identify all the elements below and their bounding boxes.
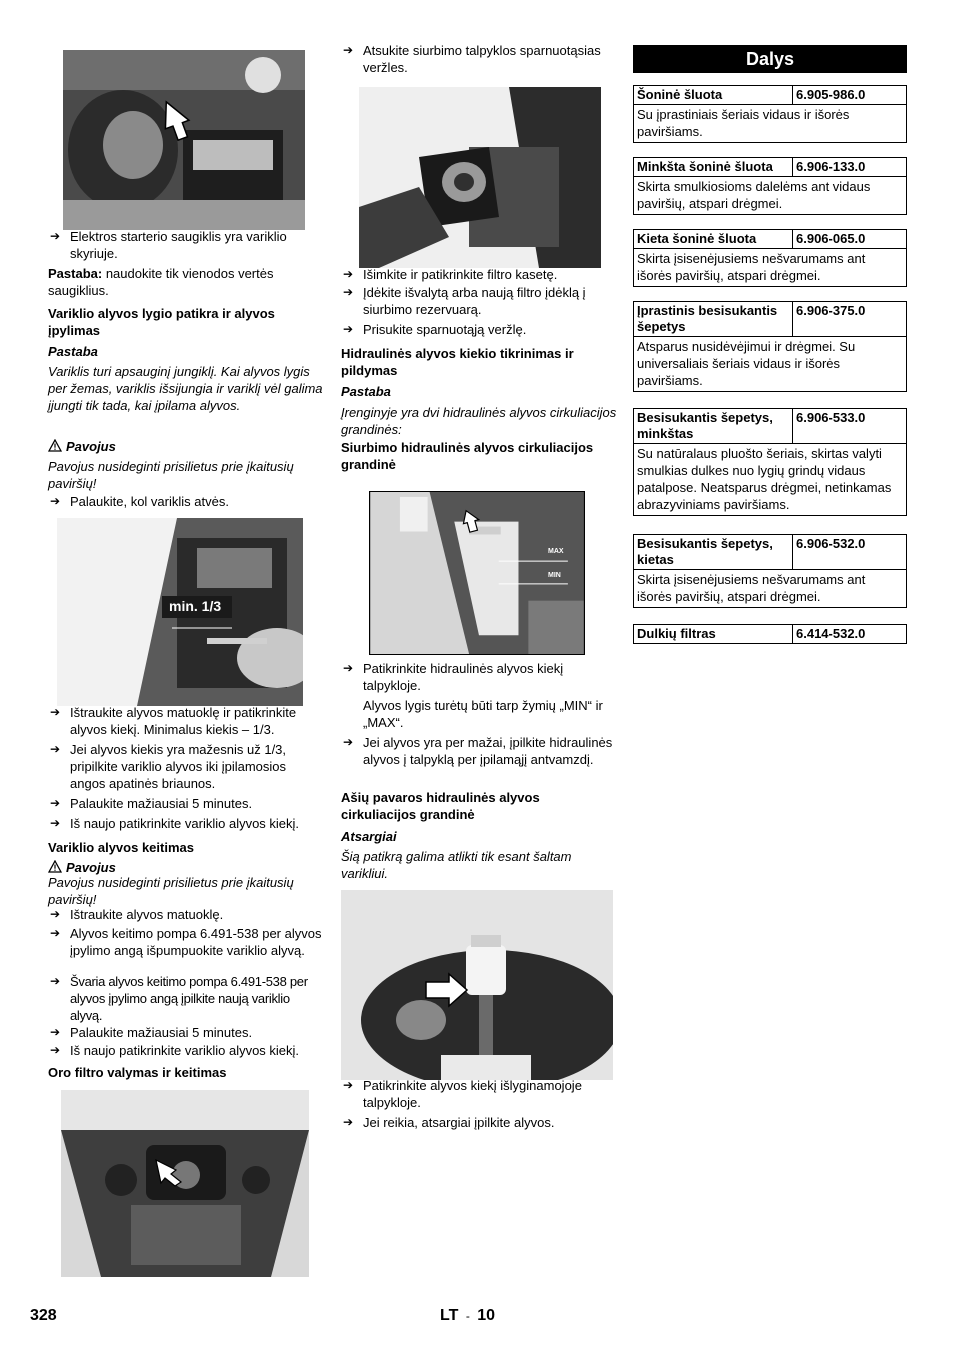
page-number: 328	[30, 1307, 57, 1324]
part-entry	[633, 624, 907, 644]
bullet-text: Jei reikia, atsargiai įpilkite alyvos.	[363, 1115, 555, 1130]
arrow-right-icon: ➔	[343, 43, 354, 57]
bullet-text: Palaukite, kol variklis atvės.	[70, 494, 229, 509]
footer-language-page	[440, 1306, 495, 1326]
bullet-text: Iš naujo patikrinkite variklio alyvos kiekį.	[70, 816, 300, 831]
danger-label: Pavojus	[66, 439, 116, 454]
bullet-refill-hydraulic	[341, 734, 617, 768]
bullet-text: Įdėkite išvalytą arba naują filtro įdėklą į siurbimo rezervuarą.	[363, 285, 586, 317]
arrow-right-icon: ➔	[50, 229, 61, 243]
bullet-recheck	[48, 815, 324, 832]
danger-label: Pavojus	[66, 860, 116, 875]
part-name: Besisukantis šepetys, kietas	[634, 535, 793, 569]
arrow-right-icon: ➔	[50, 816, 61, 830]
air-filter-photo	[61, 1090, 309, 1277]
bullet-remove-cassette	[341, 266, 617, 283]
part-number: 6.414-532.0	[796, 626, 866, 641]
arrow-right-icon: ➔	[50, 926, 61, 940]
part-name: Minkšta šoninė šluota	[634, 158, 793, 176]
bullet-fill-oil	[48, 741, 324, 792]
section-heading-oil-check: Variklio alyvos lygio patikra ir alyvos įpylimas	[48, 306, 275, 338]
note-label: Pastaba:	[48, 266, 103, 281]
bullet-text: Patikrinkite hidraulinės alyvos kiekį talpykloje.	[363, 661, 564, 693]
bullet-text: Švaria alyvos keitimo pompa 6.491-538 per alyvos įpylimo angą įpilkite naują variklio alyvą.	[70, 974, 308, 1023]
note-body: Įrenginyje yra dvi hidraulinės alyvos cirkuliacijos grandinės:	[341, 405, 617, 437]
arrow-right-icon: ➔	[343, 1115, 354, 1129]
bullet-text: Iš naujo patikrinkite variklio alyvos kiekį.	[70, 1043, 300, 1058]
part-number: 6.906-133.0	[796, 159, 866, 174]
bullet-insert-filter	[341, 284, 617, 318]
min-mark-label: MIN	[548, 572, 561, 579]
arrow-right-icon: ➔	[50, 705, 61, 719]
note-heading: Pastaba	[341, 384, 391, 399]
engine-fuse-photo	[63, 50, 305, 230]
caution-body: Šią patikrą galima atlikti tik esant šaltam varikliui.	[341, 849, 572, 881]
part-entry	[633, 157, 907, 215]
bullet-text: Ištraukite alyvos matuoklę.	[70, 907, 224, 922]
air-filter-illustration	[61, 1090, 309, 1277]
bullet-text: Palaukite mažiausiai 5 minutes.	[70, 1025, 253, 1040]
arrow-right-icon: ➔	[50, 1043, 61, 1057]
min-third-label: min. 1/3	[169, 598, 222, 614]
bullet-unscrew-nuts	[341, 42, 617, 76]
max-mark-label: MAX	[548, 548, 564, 555]
note-text: naudokite tik vienodos vertės saugiklius.	[48, 266, 274, 298]
bullet-wait-5min-2	[48, 1024, 324, 1041]
part-name: Kieta šoninė šluota	[634, 230, 793, 248]
part-description: Skirta įsisenėjusiems nešvarumams ant išorės paviršių, atspari drėgmei.	[637, 572, 866, 604]
arrow-right-icon: ➔	[343, 322, 354, 336]
part-name: Besisukantis šepetys, minkštas	[634, 409, 793, 443]
bullet-text: Elektros starterio saugiklis yra variklio skyriuje.	[70, 229, 287, 261]
arrow-right-icon: ➔	[343, 285, 354, 299]
bullet-text: Išimkite ir patikrinkite filtro kasetę.	[363, 267, 558, 282]
subheading-axle-circuit: Ašių pavaros hidraulinės alyvos cirkuliacijos grandinė	[341, 790, 540, 822]
part-entry	[633, 408, 907, 516]
engine-fuse-illustration	[63, 50, 305, 230]
bullet-screw-nut	[341, 321, 617, 338]
arrow-right-icon: ➔	[50, 974, 61, 988]
hydraulic-tank-photo	[369, 491, 585, 655]
subheading-suction-circuit: Siurbimo hidraulinės alyvos cirkuliacijos grandinė	[341, 440, 594, 472]
note-heading: Pastaba	[48, 344, 98, 359]
warning-triangle-icon	[48, 860, 62, 873]
caution-heading: Atsargiai	[341, 829, 397, 844]
arrow-right-icon: ➔	[343, 267, 354, 281]
section-page-number: 10	[477, 1307, 496, 1324]
bullet-text: Atsukite siurbimo talpyklos sparnuotąsias veržles.	[363, 43, 601, 75]
danger-heading	[48, 438, 324, 455]
part-number: 6.906-533.0	[796, 410, 866, 425]
part-number: 6.905-986.0	[796, 87, 866, 102]
bullet-check-expansion	[341, 1077, 617, 1111]
bullet-refill-careful	[341, 1114, 617, 1131]
bullet-pull-dipstick	[48, 704, 324, 738]
warning-triangle-icon	[48, 439, 62, 452]
part-name: Dulkių filtras	[634, 625, 793, 643]
filter-cassette-photo	[359, 87, 601, 268]
bullet-remove-dipstick	[48, 906, 324, 923]
expansion-tank-illustration	[341, 890, 613, 1080]
part-number: 6.906-065.0	[796, 231, 866, 246]
arrow-right-icon: ➔	[343, 1078, 354, 1092]
section-heading-oil-change: Variklio alyvos keitimas	[48, 840, 194, 855]
part-entry	[633, 301, 907, 392]
arrow-right-icon: ➔	[50, 1025, 61, 1039]
filter-cassette-illustration	[359, 87, 601, 268]
bullet-text: Palaukite mažiausiai 5 minutes.	[70, 796, 253, 811]
part-description: Su įprastiniais šeriais vidaus ir išorės paviršiams.	[637, 107, 850, 139]
part-number: 6.906-375.0	[796, 303, 866, 318]
bullet-text: Ištraukite alyvos matuoklę ir patikrinkite alyvos kiekį. Minimalus kiekis – 1/3.	[70, 705, 297, 737]
footer-separator: -	[465, 1309, 470, 1323]
bullet-recheck-2	[48, 1042, 324, 1059]
bullet-text: Prisukite sparnuotąją veržlę.	[363, 322, 527, 337]
arrow-right-icon: ➔	[343, 661, 354, 675]
language-code: LT	[440, 1307, 459, 1324]
arrow-right-icon: ➔	[50, 796, 61, 810]
bullet-fuse-location	[48, 228, 324, 262]
oil-level-note: Alyvos lygis turėtų būti tarp žymių „MIN“ ir „MAX“.	[363, 698, 603, 730]
arrow-right-icon: ➔	[343, 735, 354, 749]
bullet-wait-5min	[48, 795, 324, 812]
part-description: Skirta įsisenėjusiems nešvarumams ant išorės paviršių, atspari drėgmei.	[637, 251, 866, 283]
part-description: Su natūralaus pluošto šeriais, skirtas valyti smulkias dulkes nuo lygių grindų vidaus patalpose. Neatsparus drėgmei, netinkamas abrazyviniams paviršiams.	[637, 446, 892, 512]
part-entry	[633, 85, 907, 143]
bullet-text: Jei alyvos kiekis yra mažesnis už 1/3, pripilkite variklio alyvos iki įpilamosios angos apatinės briaunos.	[70, 742, 287, 791]
section-heading-hydraulic: Hidraulinės alyvos kiekio tikrinimas ir pildymas	[341, 346, 574, 378]
part-entry	[633, 534, 907, 608]
note-body: Variklis turi apsauginį jungiklį. Kai alyvos lygis per žemas, variklis išsijungia ir variklį vėl galima įjungti tik tada, kai įpilama alyvos.	[48, 364, 323, 413]
bullet-wait-cool	[48, 493, 324, 510]
section-heading-air-filter: Oro filtro valymas ir keitimas	[48, 1065, 227, 1080]
part-description: Atsparus nusidėvėjimui ir drėgmei. Su universaliais šeriais vidaus ir išorės paviršiams.	[637, 339, 856, 388]
bullet-text: Patikrinkite alyvos kiekį išlyginamojoje talpykloje.	[363, 1078, 582, 1110]
bullet-pump-out	[48, 925, 324, 959]
bullet-pump-in	[48, 973, 324, 1024]
parts-heading: Dalys	[633, 45, 907, 73]
danger-body-2: Pavojus nusideginti prisilietus prie įkaitusių paviršių!	[48, 875, 294, 907]
danger-body: Pavojus nusideginti prisilietus prie įkaitusių paviršių!	[48, 459, 294, 491]
oil-dipstick-photo	[57, 518, 303, 706]
fuse-note	[48, 265, 324, 299]
expansion-tank-photo	[341, 890, 613, 1080]
part-name: Įprastinis besisukantis šepetys	[634, 302, 793, 336]
part-name: Šoninė šluota	[634, 86, 793, 104]
part-number: 6.906-532.0	[796, 536, 866, 551]
bullet-check-hydraulic	[341, 660, 617, 694]
arrow-right-icon: ➔	[50, 907, 61, 921]
part-entry	[633, 229, 907, 287]
part-description: Skirta smulkiosioms dalelėms ant vidaus paviršių, atspari drėgmei.	[637, 179, 871, 211]
arrow-right-icon: ➔	[50, 742, 61, 756]
bullet-text: Jei alyvos yra per mažai, įpilkite hidraulinės alyvos į talpyklą per įpilamąjį antvamzdį.	[363, 735, 613, 767]
arrow-right-icon: ➔	[50, 494, 61, 508]
bullet-text: Alyvos keitimo pompa 6.491-538 per alyvos įpylimo angą išpumpuokite variklio alyvą.	[70, 926, 322, 958]
